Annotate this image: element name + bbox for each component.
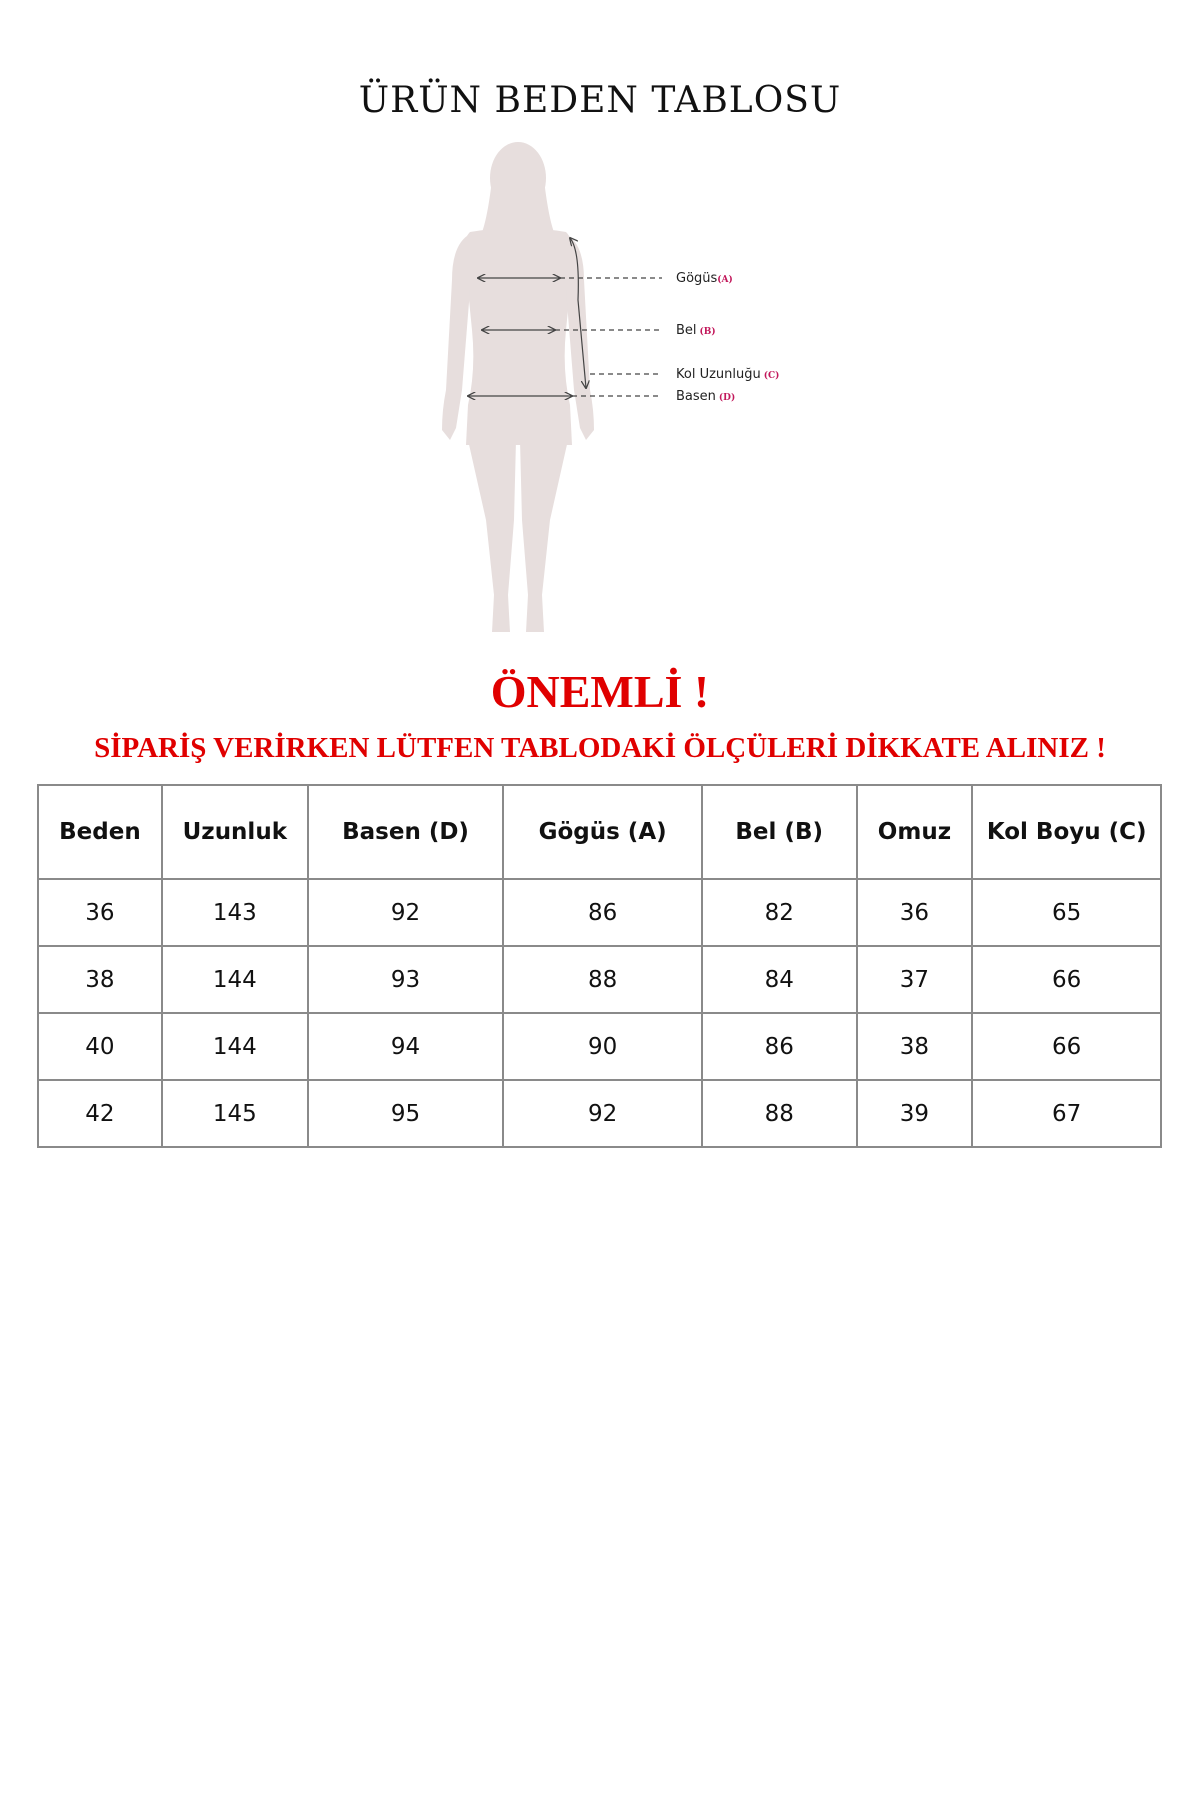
- table-cell: 39: [857, 1080, 973, 1147]
- table-cell: 94: [308, 1013, 504, 1080]
- table-cell: 86: [702, 1013, 857, 1080]
- size-table: [37, 784, 1162, 1148]
- important-heading: ÖNEMLİ !: [490, 666, 710, 717]
- header-beden: Beden: [38, 785, 162, 879]
- measurement-labels: [676, 271, 779, 404]
- table-cell: 66: [972, 946, 1161, 1013]
- table-row: [38, 946, 1161, 1013]
- header-basen: Basen (D): [308, 785, 504, 879]
- table-cell: 92: [503, 1080, 702, 1147]
- table-cell: 144: [162, 946, 308, 1013]
- woman-silhouette: [442, 142, 594, 632]
- order-notice: SİPARİŞ VERİRKEN LÜTFEN TABLODAKİ ÖLÇÜLERİ DİKKATE ALINIZ !: [94, 732, 1106, 764]
- table-cell: 36: [857, 879, 973, 946]
- table-cell: 36: [38, 879, 162, 946]
- label-waist: Bel (B): [676, 323, 716, 338]
- table-cell: 90: [503, 1013, 702, 1080]
- table-header-row: [38, 785, 1161, 879]
- table-cell: 92: [308, 879, 504, 946]
- table-cell: 143: [162, 879, 308, 946]
- table-cell: 38: [38, 946, 162, 1013]
- body-measurement-figure: [0, 140, 1200, 640]
- table-cell: 95: [308, 1080, 504, 1147]
- table-cell: 144: [162, 1013, 308, 1080]
- table-row: [38, 879, 1161, 946]
- label-hip: Basen (D): [676, 389, 736, 404]
- table-cell: 82: [702, 879, 857, 946]
- figure-svg: [0, 140, 1200, 640]
- label-sleeve: Kol Uzunluğu (C): [676, 367, 780, 382]
- table-cell: 42: [38, 1080, 162, 1147]
- table-cell: 88: [503, 946, 702, 1013]
- table-cell: 145: [162, 1080, 308, 1147]
- header-kol-boyu: Kol Boyu (C): [972, 785, 1161, 879]
- table-cell: 40: [38, 1013, 162, 1080]
- page-title: ÜRÜN BEDEN TABLOSU: [358, 80, 842, 121]
- table-cell: 93: [308, 946, 504, 1013]
- table-cell: 38: [857, 1013, 973, 1080]
- table-cell: 84: [702, 946, 857, 1013]
- header-gogus: Gögüs (A): [503, 785, 702, 879]
- table-cell: 88: [702, 1080, 857, 1147]
- table-cell: 67: [972, 1080, 1161, 1147]
- table-cell: 66: [972, 1013, 1161, 1080]
- table-row: [38, 1080, 1161, 1147]
- table-cell: 86: [503, 879, 702, 946]
- table-cell: 65: [972, 879, 1161, 946]
- header-uzunluk: Uzunluk: [162, 785, 308, 879]
- header-bel: Bel (B): [702, 785, 857, 879]
- table-cell: 37: [857, 946, 973, 1013]
- header-omuz: Omuz: [857, 785, 973, 879]
- table-row: [38, 1013, 1161, 1080]
- label-chest: Gögüs(A): [676, 271, 733, 286]
